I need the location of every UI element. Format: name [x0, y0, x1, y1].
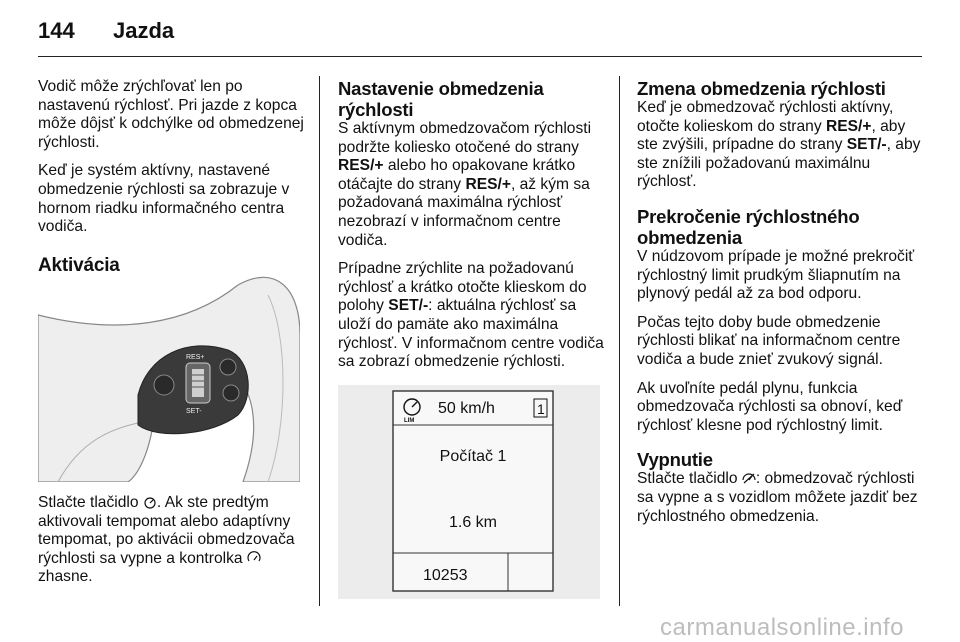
section-heading: Prekročenie rýchlostného obmedzenia — [637, 205, 860, 248]
header-rule — [38, 56, 922, 57]
column-3: Zmena obmedzenia rýchlosti Keď je obmedzovač rýchlosti aktívny, otočte kolieskom do strany RES/+, aby ste zvýšili, prípadne do strany SET/-, aby ste znížili požadovanú maximálnu rýchlosť. Prekročenie rýchlostného obmedzenia V núdzovom prípade je možné prekročiť rýchlostný limit prudkým šliapnutím na plynový pedál až za bod odporu. Počas tejto doby bude obmedzenie rýchlosti blikať na informačnom centre vodiča a bude znieť zvukový signál. Ak uvoľníte pedál plynu, funkcia obmedzovača rýchlosti sa obnoví, keď rýchlosť klesne pod rýchlostný limit. Vypnutie Stlačte tlačidlo : obmedzovač rýchlosti sa vypne a s vozidlom môžete jazdiť bez rýchlostného obmedzenia. — [637, 78, 927, 536]
set-label: SET- — [186, 408, 202, 415]
column-divider — [619, 76, 620, 606]
column-2: Nastavenie obmedzenia rýchlosti S aktívnym obmedzovačom rýchlosti podržte koliesko otočené do strany RES/+ alebo ho opakovane krátko otáčajte do strany RES/+, až kým sa požadovaná maximálna rýchlosť nezobrazí v informačnom centre vodiča. Prípadne zrýchlite na požadovanú rýchlosť a krátko otočte klieskom do polohy SET/-: aktuálna rýchlosť sa uloží do pamäte ako maximálna rýchlosť. V informačnom centre vodiča sa zobrazí obmedzenie rýchlosti. — [338, 78, 608, 382]
speed-limit-value: 50 km/h — [438, 400, 495, 417]
computer-title: Počítač 1 — [439, 448, 507, 465]
chapter-title: Jazda — [113, 18, 175, 43]
page-header — [38, 18, 174, 44]
paragraph: Ak uvoľníte pedál plynu, funkcia obmedzovača rýchlosti sa obnoví, keď rýchlosť klesne pod rýchlostný limit. — [637, 379, 903, 434]
section-heading: Vypnutie — [637, 449, 713, 471]
driver-info-display — [338, 385, 600, 599]
steering-wheel-illustration — [38, 275, 300, 482]
section-heading: Nastavenie obmedzenia rýchlosti — [338, 78, 544, 120]
paragraph: Keď je systém aktívny, nastavené obmedzenie rýchlosti sa zobrazuje v hornom riadku informačného centra vodiča. — [38, 162, 290, 236]
odometer-value: 10253 — [423, 567, 468, 584]
paragraph: Vodič môže zrýchľovať len po nastavenú rýchlosť. Pri jazde z kopca môže dôjsť k odchýlke od obmedzenej rýchlosti. — [38, 78, 304, 151]
activation-text: Stlačte tlačidlo . Ak ste predtým aktivovali tempomat alebo adaptívny tempomat, po aktivácii obmedzovača rýchlosti sa vypne a kontrolka zhasne. — [38, 494, 295, 586]
section-heading: Zmena obmedzenia rýchlosti — [637, 78, 886, 99]
speed-limiter-icon — [143, 495, 157, 509]
watermark: carmanualsonline.info — [660, 614, 904, 641]
lim-label: LIM — [404, 418, 415, 424]
cruise-control-indicator-icon — [247, 551, 261, 565]
column-divider — [319, 76, 320, 606]
paragraph: V núdzovom prípade je možné prekročiť rýchlostný limit prudkým šliapnutím na plynový pedál až za bod odporu. — [637, 247, 915, 303]
paragraph: Počas tejto doby bude obmedzenie rýchlosti blikať na informačnom centre vodiča a bude znieť zvukový signál. — [637, 313, 901, 368]
section-heading: Aktivácia — [38, 254, 120, 276]
trip-distance: 1.6 km — [448, 514, 498, 531]
res-label: RES+ — [186, 354, 205, 361]
display-page-number: 1 — [537, 401, 545, 417]
speed-limiter-off-icon — [742, 471, 756, 485]
column-1 — [38, 78, 306, 288]
page-number: 144 — [38, 18, 75, 43]
